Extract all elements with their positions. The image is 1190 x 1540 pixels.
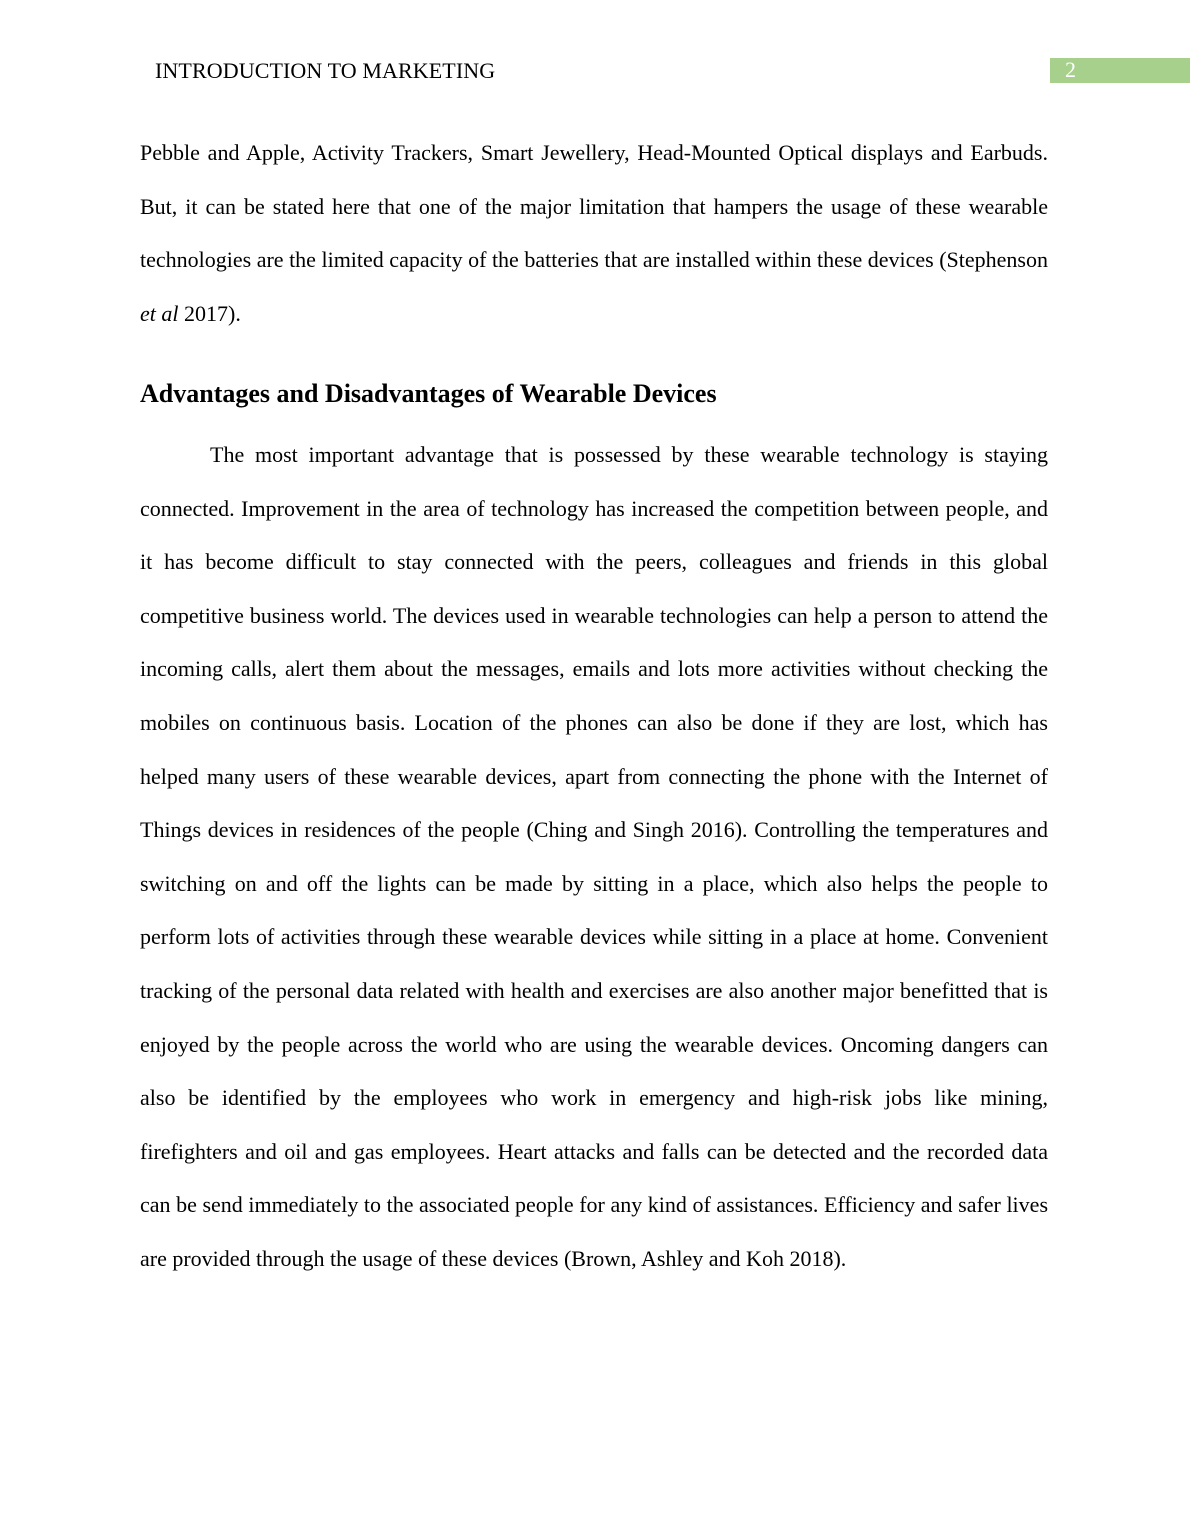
intro-paragraph-text: Pebble and Apple, Activity Trackers, Smart Jewellery, Head-Mounted Optical displays and Earbuds. But, it can be stated here that one of the major limitation that hampers the usage of these wearable technologies are the limited capacity of the batteries that are installed within these devices (Stephenson: [140, 140, 1048, 273]
intro-paragraph: [140, 126, 1048, 340]
page-number-badge: [1050, 58, 1190, 83]
advantages-paragraph: The most important advantage that is possessed by these wearable technology is staying connected. Improvement in the area of technology has increased the competition between people, and it has become difficult to stay connected with the peers, colleagues and friends in this global competitive business world. The devices used in wearable technologies can help a person to attend the incoming calls, alert them about the messages, emails and lots more activities without checking the mobiles on continuous basis. Location of the phones can also be done if they are lost, which has helped many users of these wearable devices, apart from connecting the phone with the Internet of Things devices in residences of the people (Ching and Singh 2016). Controlling the temperatures and switching on and off the lights can be made by sitting in a place, which also helps the people to perform lots of activities through these wearable devices while sitting in a place at home. Convenient tracking of the personal data related with health and exercises are also another major benefitted that is enjoyed by the people across the world who are using the wearable devices. Oncoming dangers can also be identified by the employees who work in emergency and high-risk jobs like mining, firefighters and oil and gas employees. Heart attacks and falls can be detected and the recorded data can be send immediately to the associated people for any kind of assistances. Efficiency and safer lives are provided through the usage of these devices (Brown, Ashley and Koh 2018).: [140, 442, 1048, 1271]
running-header-title: INTRODUCTION TO MARKETING: [155, 58, 496, 83]
page-number: 2: [1065, 57, 1076, 82]
section-heading: Advantages and Disadvantages of Wearable Devices: [140, 379, 717, 408]
intro-paragraph-tail: 2017).: [178, 300, 241, 326]
intro-paragraph-italic: et al: [140, 300, 179, 326]
